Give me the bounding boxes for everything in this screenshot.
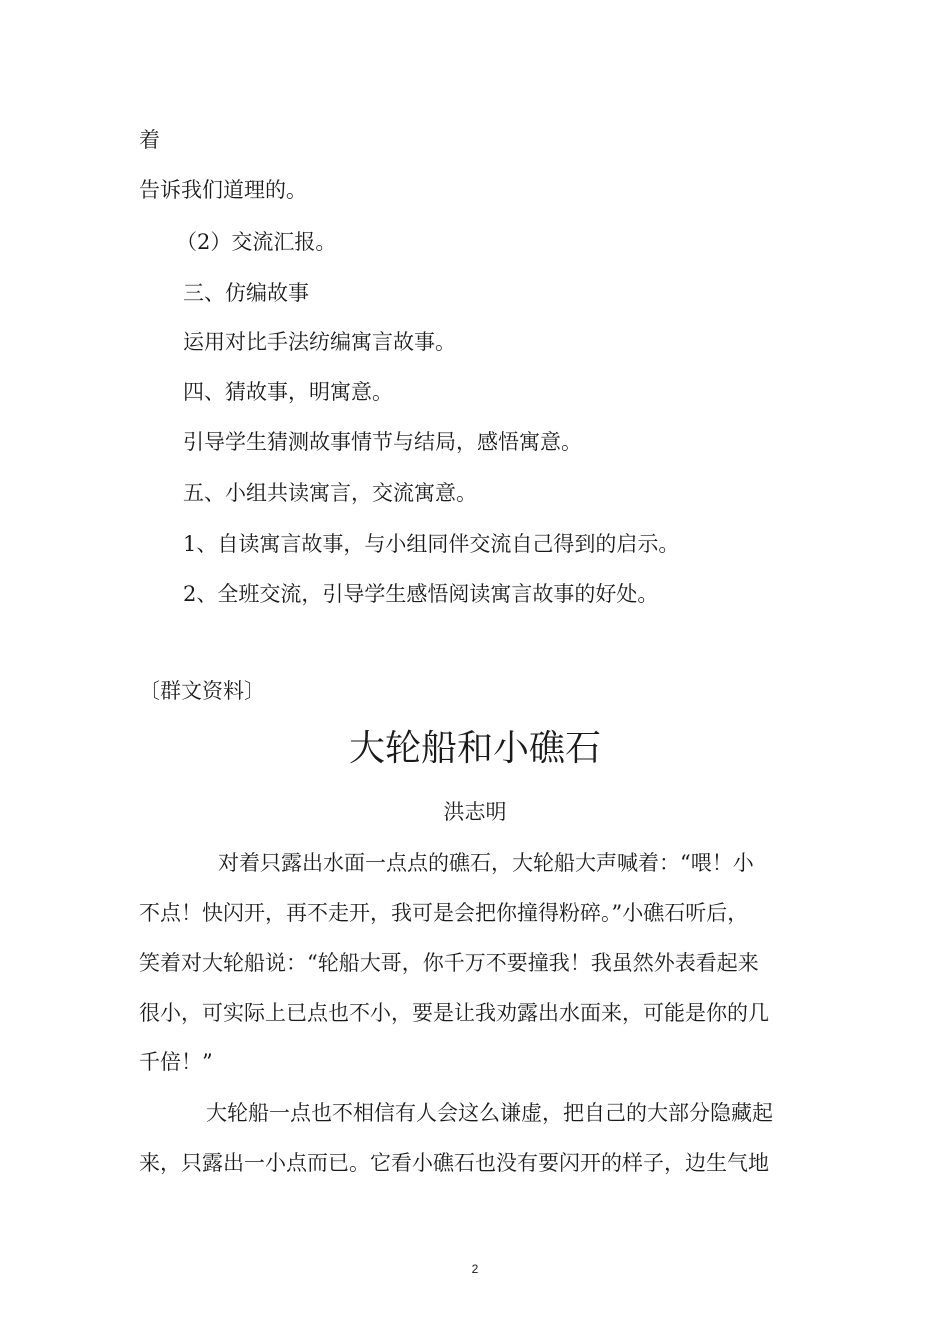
list-item: 1、自读寓言故事，与小组同伴交流自己得到的启示。 (183, 532, 680, 556)
section-heading: 五、小组共读寓言，交流寓意。 (183, 481, 477, 505)
section-heading: 四、猜故事，明寓意。 (183, 380, 393, 404)
story-line: 对着只露出水面一点点的礁石，大轮船大声喊着：“喂！小 (218, 851, 754, 875)
text-line: 着 (139, 128, 160, 152)
page-number: 2 (471, 1262, 479, 1276)
story-line: 千倍！” (139, 1050, 213, 1074)
list-item: 2、全班交流，引导学生感悟阅读寓言故事的好处。 (183, 582, 659, 606)
story-title: 大轮船和小礁石 (348, 728, 601, 769)
text-line: 告诉我们道理的。 (139, 178, 307, 202)
section-heading: 三、仿编故事 (183, 281, 309, 305)
story-line: 不点！快闪开，再不走开，我可是会把你撞得粉碎。”小礁石听后， (139, 901, 749, 925)
text-line: 运用对比手法纺编寓言故事。 (183, 330, 456, 354)
story-author: 洪志明 (443, 800, 507, 824)
story-line: 很小，可实际上已点也不小，要是让我劝露出水面来，可能是你的几 (139, 1001, 769, 1025)
story-line: 笑着对大轮船说：“轮船大哥，你千万不要撞我！我虽然外表看起来 (139, 951, 759, 975)
section-label: 〔群文资料〕 (139, 679, 265, 703)
story-line: 来，只露出一小点而已。它看小礁石也没有要闪开的样子，边生气地 (139, 1151, 769, 1175)
text-line: 引导学生猜测故事情节与结局，感悟寓意。 (183, 430, 582, 454)
text-line: （2）交流汇报。 (176, 230, 337, 254)
story-line: 大轮船一点也不相信有人会这么谦虚，把自己的大部分隐藏起 (206, 1101, 773, 1125)
